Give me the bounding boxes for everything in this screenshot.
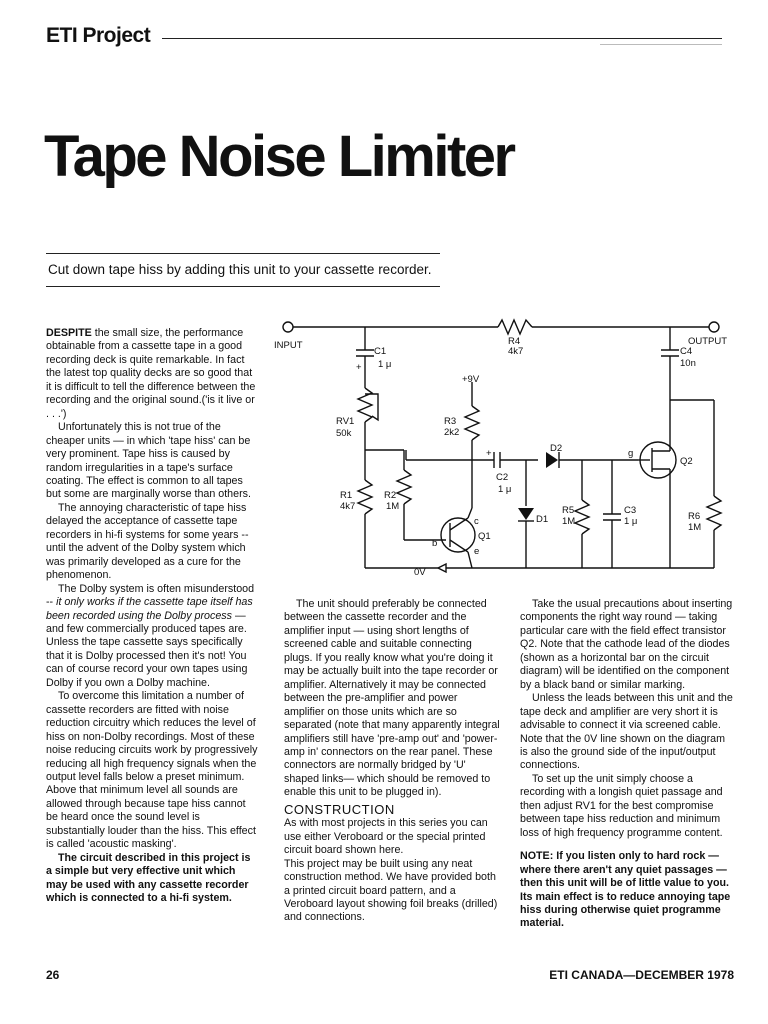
note-label: NOTE:	[520, 850, 554, 863]
paragraph: Unfortunately this is not true of the cheaper units — in which 'tape hiss' can be very prominent. Tape hiss is caused by random irregularities in a tape's surface coating. The effect is common to all tapes but some are marginally worse than others.	[46, 421, 251, 501]
label-q1: Q1	[478, 531, 491, 542]
note-text: If you listen only to hard rock — where there aren't any quiet passages — then this unit will be of little value to you. Its main effect is to reduce annoying tape hiss during otherwise quiet programme material.	[520, 850, 731, 930]
output-terminal	[709, 322, 719, 332]
header-rule	[162, 38, 722, 39]
rv1-potentiometer	[358, 388, 372, 422]
label-rv1: RV1	[336, 416, 355, 427]
d2-diode	[546, 452, 558, 468]
label-gate: g	[628, 448, 634, 459]
column-3	[520, 598, 734, 931]
label-r1: R1	[340, 490, 353, 501]
label-r5: R5	[562, 505, 575, 516]
issue-footer: ETI CANADA—DECEMBER 1978	[549, 968, 734, 982]
header-rule-secondary	[600, 44, 722, 45]
r1-resistor	[358, 480, 372, 514]
paragraph: To overcome this limitation a number of cassette recorders are fitted with noise reduction circuitry which reduces the level of hiss on non-Dolby recordings. Most of these noise reducing circuits work by progressively reducing all high frequency signals when the output level falls below a preset minimum. Above that minimum level all sounds are allowed through because tape hiss cannot be heard once the sound level is substantially louder than the hiss. This effect is called 'acoustic masking'.	[46, 690, 258, 851]
d1-diode	[518, 508, 534, 520]
label-d1: D1	[536, 514, 549, 525]
label-r1-value: 4k7	[340, 501, 356, 512]
label-base: b	[432, 538, 438, 549]
circuit-diagram	[268, 310, 748, 590]
label-r3-value: 2k2	[444, 427, 460, 438]
label-rv1-value: 50k	[336, 428, 352, 439]
label-c2-value: 1 μ	[498, 484, 512, 495]
label-r4-value: 4k7	[508, 346, 524, 357]
r3-resistor	[465, 406, 479, 440]
paragraph: As with most projects in this series you can use either Veroboard or the special printed circuit board shown here.	[284, 817, 488, 857]
label-emitter: e	[474, 546, 480, 557]
label-r4: R4	[508, 336, 521, 347]
input-terminal	[283, 322, 293, 332]
column-1	[46, 327, 258, 905]
label-input: INPUT	[274, 340, 303, 351]
note-paragraph	[520, 850, 734, 931]
paragraph: The unit should preferably be connected between the cassette recorder and the amplifier input — using short lengths of screened cable and suitable connecting plugs. If you really know what you're doing it may be actually built into the tape recorder or amplifier. Alternatively it may be connected between the pre-amplifier and power amplifier on those units which are so separated (note that many apparently integral amplifiers still have 'pre-amp out' and 'power-amp in' connectors on the rear panel. These connectors are normally bridged by 'U' shaped links— which should be removed to enable this unit to be plugged in).	[284, 598, 500, 799]
paragraph	[46, 327, 258, 421]
article-title: Tape Noise Limiter	[44, 124, 514, 189]
label-c1: C1	[374, 346, 387, 357]
subtitle-rule-bottom	[46, 286, 440, 287]
paragraph: The circuit described in this project is a simple but very effective unit which may be used with any cassette recorder which is connected to a hi-fi system.	[46, 851, 251, 905]
emphasis-text: it only works if the cassette tape itself has been recorded using the Dolby process	[46, 596, 253, 622]
paragraph-text: the small size, the performance obtainable from a cassette tape in a good recording deck is quite remarkable. In fact the latest top quality decks are so good that it is difficult to tell the difference between the recording and the original sound.('is it live or . . .')	[46, 327, 256, 420]
label-r2: R2	[384, 490, 397, 501]
label-collector: c	[474, 516, 479, 527]
label-c3-value: 1 μ	[624, 516, 638, 527]
label-r5-value: 1M	[562, 516, 576, 527]
paragraph: To set up the unit simply choose a recording with a longish quiet passage and then adjust RV1 for the best compromise between tape hiss reduction and minimum loss of high frequency programme content.	[520, 772, 723, 839]
label-c4: C4	[680, 346, 693, 357]
paragraph: The annoying characteristic of tape hiss delayed the acceptance of cassette tape recorders in hi-fi systems for some years -- until the advent of the Dolby system which was primarily developed as a cure for the phenomenon.	[46, 501, 249, 582]
section-heading: CONSTRUCTION	[284, 801, 395, 817]
label-0v: 0V	[414, 567, 426, 578]
label-d2: D2	[550, 443, 563, 454]
article-subtitle: Cut down tape hiss by adding this unit to your cassette recorder.	[48, 262, 432, 277]
page-number: 26	[46, 968, 60, 982]
r6-resistor	[707, 496, 721, 530]
paragraph-text: — and few commercially produced tapes are. Unless the tape cassette says specifically that it is Dolby processed then it's not! You can of course record your own tapes using Dolby if you own a Dolby machine.	[46, 609, 248, 689]
paragraph: Take the usual precautions about inserting components the right way round — taking particular care with the field effect transistor Q2. Note that the cathode lead of the diodes (shown as a horizontal bar on the circuit diagram) will be identified on the component by a black band or similar marking.	[520, 598, 733, 691]
column-2	[284, 598, 500, 925]
drop-lead: DESPITE	[46, 327, 92, 339]
label-q2: Q2	[680, 456, 693, 467]
label-c4-value: 10n	[680, 358, 696, 369]
r2-resistor	[397, 470, 411, 504]
q1-transistor	[441, 518, 475, 552]
label-r6: R6	[688, 511, 701, 522]
paragraph: The Dolby system is often misunderstood -- it only works if the cassette tape itself has been recorded using the Dolby process — and few commercially produced tapes are. Unless the tape cassette says specifically that it is Dolby processed then it's not! You can of course record your own tapes using Dolby if you own a Dolby machine.	[46, 582, 255, 689]
label-c1-value: 1 μ	[378, 359, 392, 370]
label-r6-value: 1M	[688, 522, 702, 533]
subtitle-rule-top	[46, 253, 440, 254]
label-r2-value: 1M	[386, 501, 400, 512]
label-c2: C2	[496, 472, 509, 483]
label-output: OUTPUT	[688, 336, 728, 347]
label-c1-plus: +	[356, 362, 362, 373]
label-vplus: +9V	[462, 374, 480, 385]
paragraph-text: The Dolby system is often misunderstood	[58, 582, 255, 595]
r5-resistor	[575, 500, 589, 534]
paragraph: Unless the leads between this unit and the tape deck and amplifier are very short it is advisable to connect it via screened cable. Note that the 0V line shown on the diagram is also the ground side of the input/output connections.	[520, 692, 733, 772]
label-r3: R3	[444, 416, 457, 427]
r4-resistor	[498, 320, 532, 334]
header-label: ETI Project	[46, 24, 151, 47]
label-c3: C3	[624, 505, 637, 516]
label-c2-plus: +	[486, 448, 492, 459]
paragraph: This project may be built using any neat construction method. We have provided both a printed circuit board pattern, and a Veroboard layout showing foil breaks (drilled) and connections.	[284, 857, 498, 924]
